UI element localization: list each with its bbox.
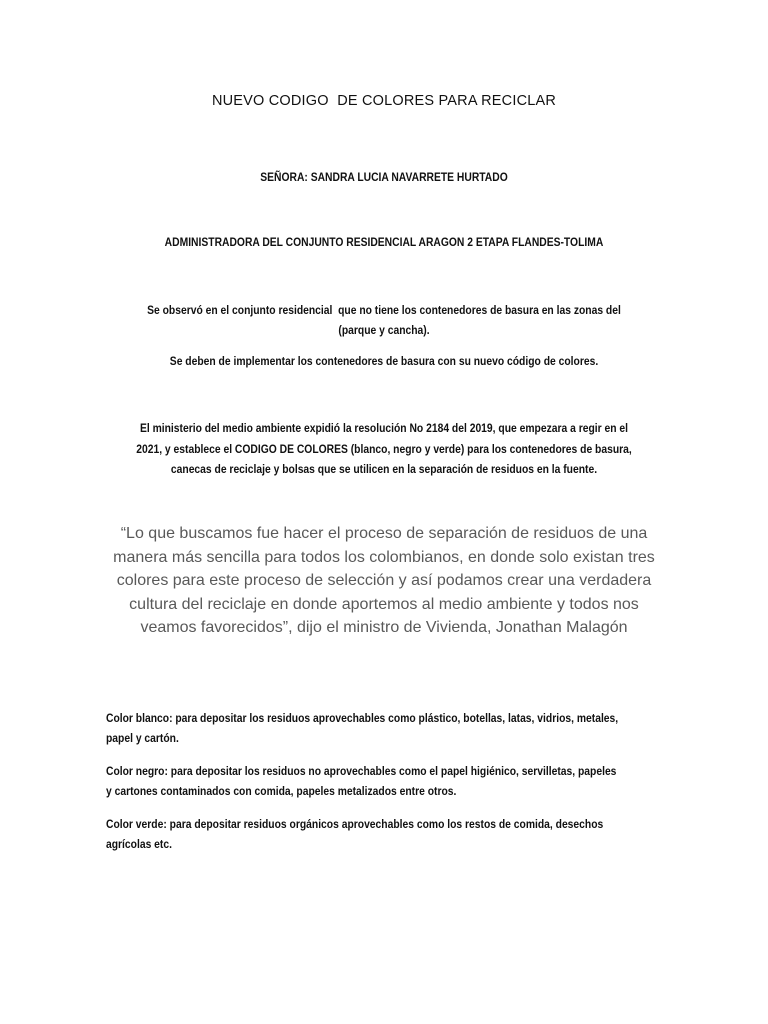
resolution-paragraph: El ministerio del medio ambiente expidió la resolución No 2184 del 2019, que empezara a regir en el 2021, y establece el CODIGO DE COLORES (blanco, negro y verde) para los contenedores de basura, canecas de reciclaje y bolsas que se utilicen en la separación de residuos en la fuente.	[136, 421, 632, 476]
color-white-label: Color blanco:	[106, 711, 173, 725]
observation-paragraph	[54, 300, 714, 340]
color-green-paragraph	[106, 814, 622, 854]
role-line: ADMINISTRADORA DEL CONJUNTO RESIDENCIAL ARAGON 2 ETAPA FLANDES-TOLIMA	[164, 235, 604, 249]
color-black-text: para depositar los residuos no aprovechables como el papel higiénico, servilletas, papeles y cartones contaminados con comida, papeles metalizados entre otros.	[106, 764, 617, 798]
color-white-text: para depositar los residuos aprovechables como plástico, botellas, latas, vidrios, metales, papel y cartón.	[106, 711, 619, 745]
color-black-paragraph	[106, 761, 622, 801]
color-white-paragraph	[106, 708, 622, 748]
document-title: NUEVO CODIGO DE COLORES PARA RECICLAR	[211, 93, 557, 109]
addressee-line: SEÑORA: SANDRA LUCIA NAVARRETE HURTADO	[260, 170, 508, 184]
color-green-label: Color verde:	[106, 817, 167, 831]
observation-line-1: Se observó en el conjunto residencial que no tiene los contenedores de basura en las zonas del	[147, 303, 621, 317]
minister-quote: “Lo que buscamos fue hacer el proceso de separación de residuos de una manera más sencilla para todos los colombianos, en donde solo existan tres colores para este proceso de selección y así podamos crear una verdadera cultura del reciclaje en donde aportemos al medio ambiente y todos nos veamos favorecidos”, dijo el ministro de Vivienda, Jonathan Malagón	[113, 525, 655, 636]
color-green-text: para depositar residuos orgánicos aprovechables como los restos de comida, desechos agrícolas etc.	[106, 817, 604, 851]
color-black-label: Color negro:	[106, 764, 168, 778]
observation-line-2: (parque y cancha).	[338, 323, 430, 337]
implementation-paragraph: Se deben de implementar los contenedores de basura con su nuevo código de colores.	[169, 354, 599, 368]
